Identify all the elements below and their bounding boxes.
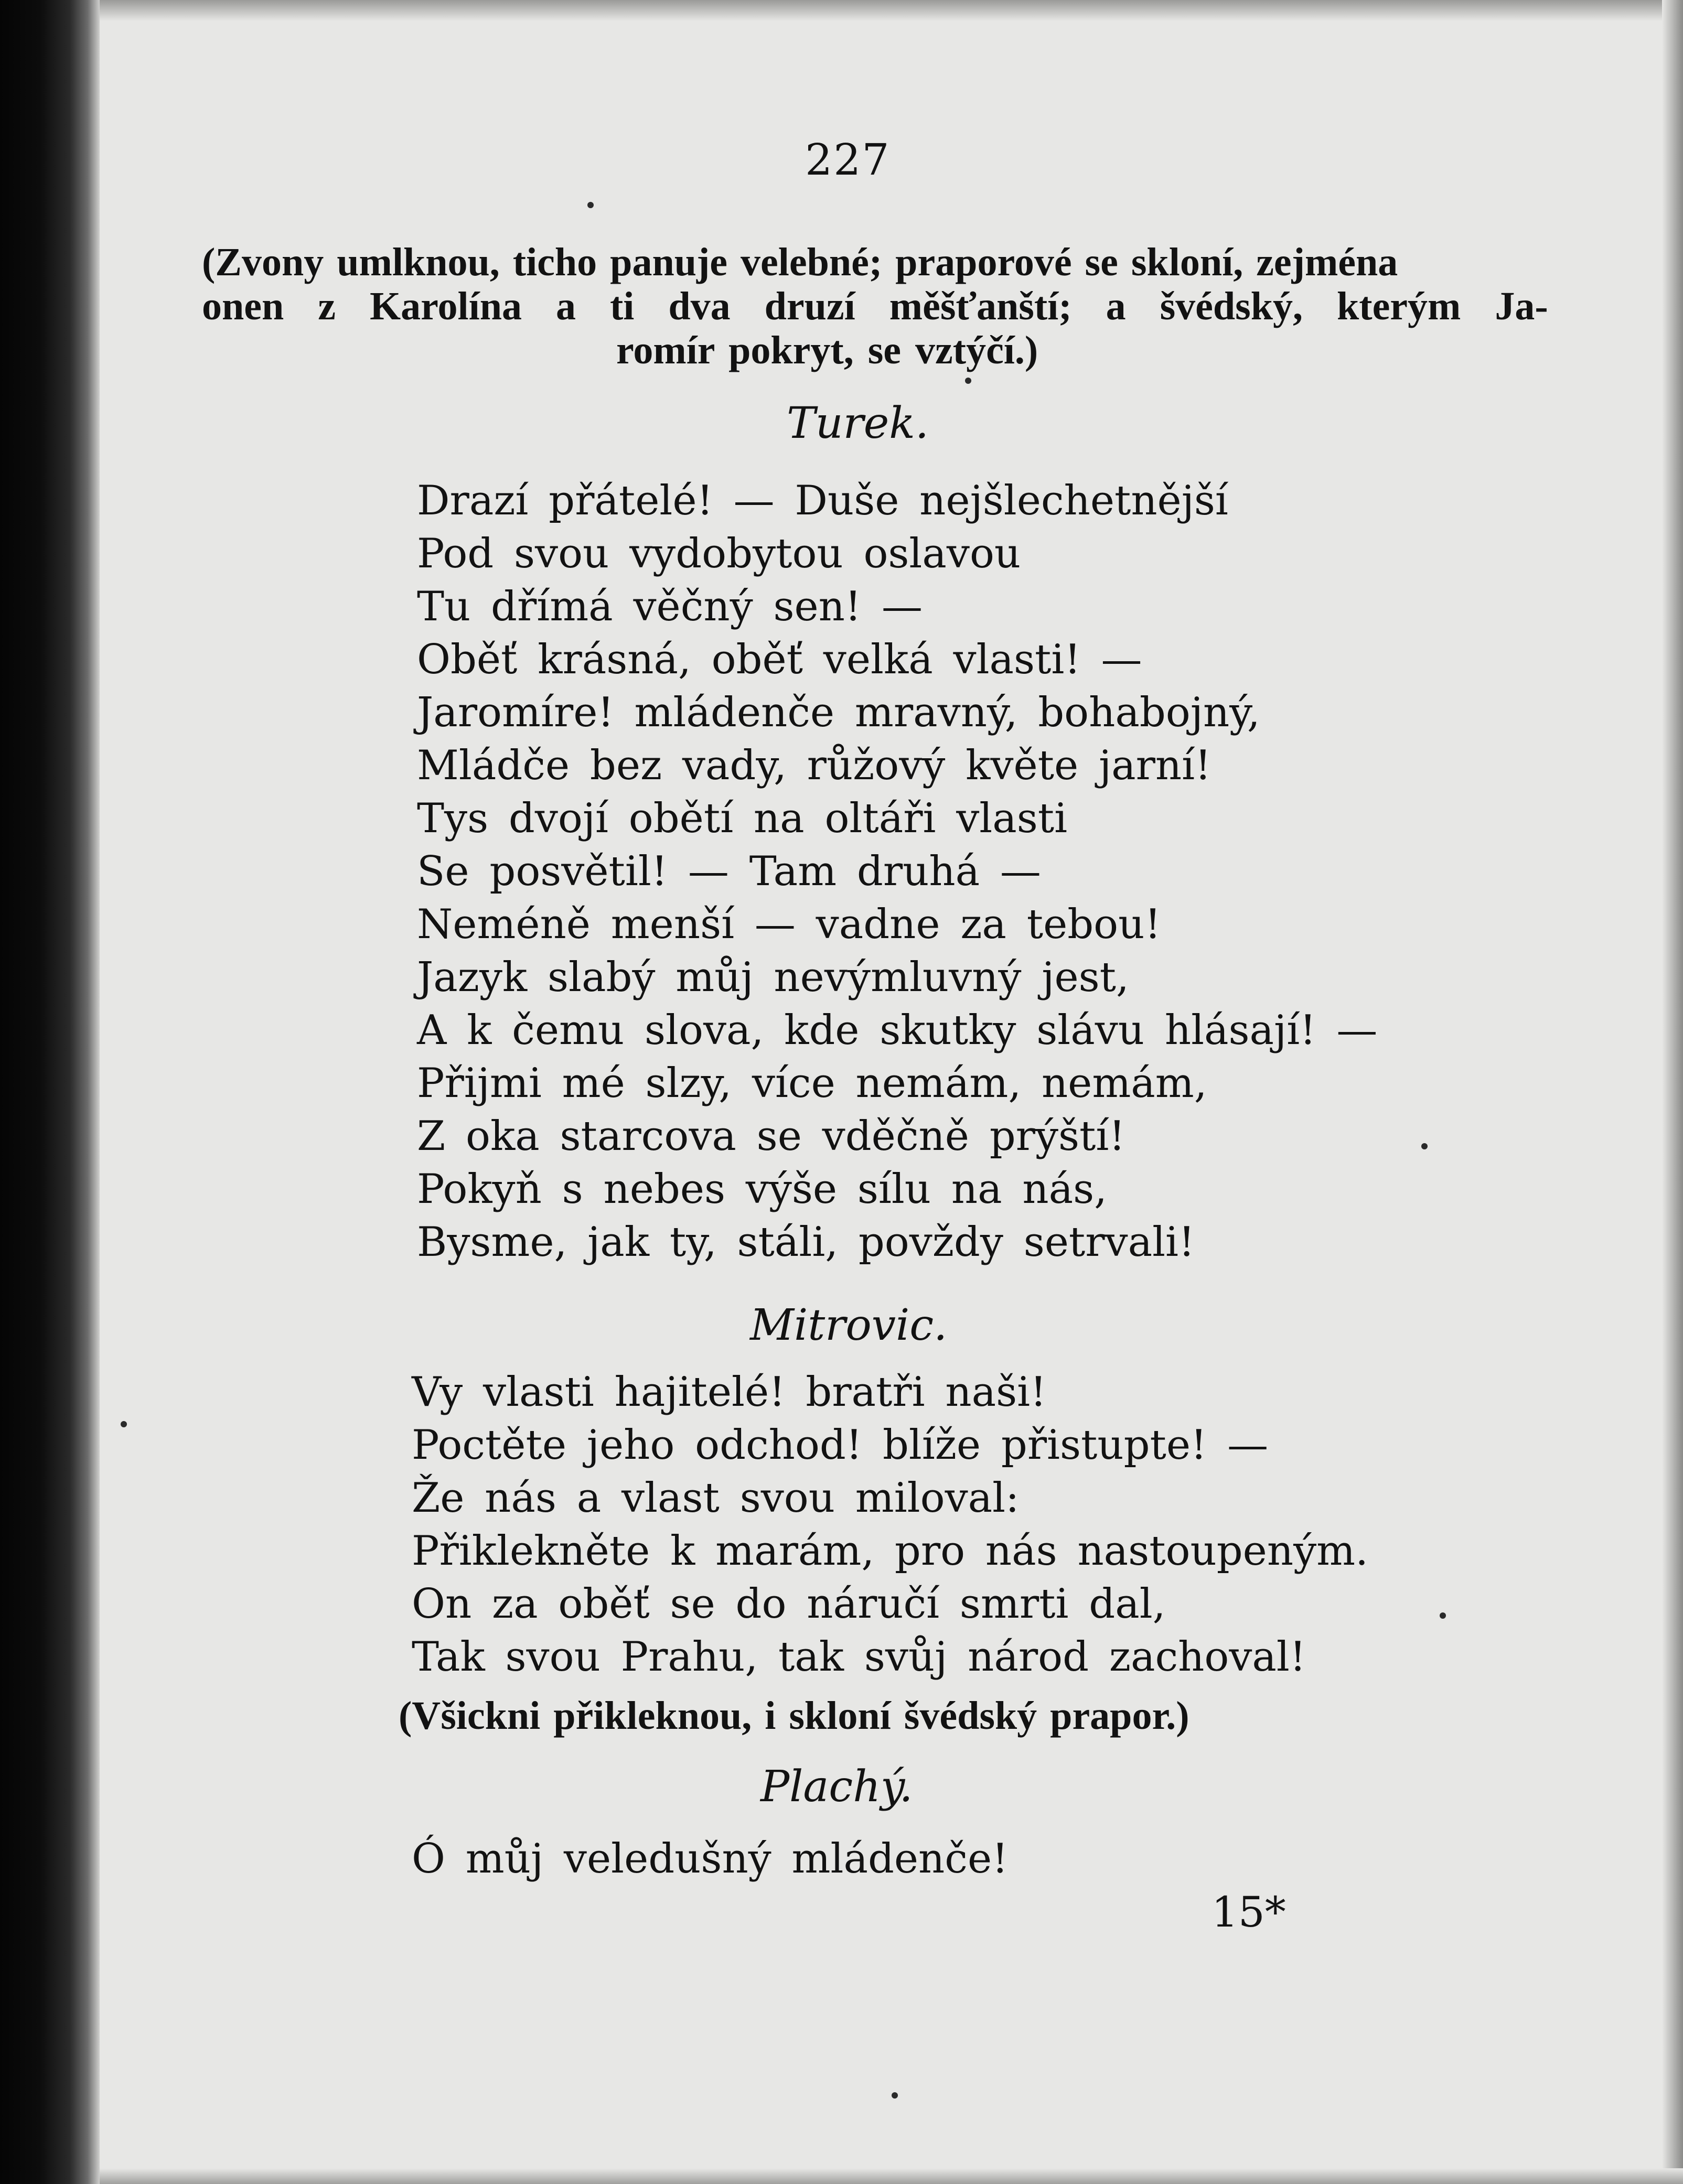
verse-line: Poctěte jeho odchod! blíže přistupte! — (412, 1422, 1269, 1469)
verse-block-turek (417, 475, 1377, 1269)
verse-line: Vy vlasti hajitelé! bratři naši! (412, 1369, 1047, 1416)
verse-line: Tys dvojí obětí na oltáři vlasti (417, 795, 1068, 842)
verse-line: Pod svou vydobytou oslavou (417, 530, 1021, 577)
scan-bottom-edge (100, 2168, 1683, 2184)
verse-line: Přiklekněte k marám, pro nás nastoupeným. (412, 1527, 1368, 1575)
speaker-mitrovic: Mitrovic. (750, 1300, 948, 1350)
verse-line: Oběť krásná, oběť velká vlasti! — (417, 636, 1142, 683)
verse-block-plachy (412, 1833, 1008, 1886)
verse-line: Tu dřímá věčný sen! — (417, 583, 923, 630)
verse-line: Bysme, jak ty, stáli, povždy setrvali! (417, 1219, 1195, 1266)
scan-speck (1440, 1612, 1446, 1619)
verse-block-mitrovic (412, 1366, 1368, 1684)
verse-line: Z oka starcova se vděčně prýští! (417, 1113, 1125, 1160)
verse-line: Neméně menší — vadne za tebou! (417, 901, 1161, 948)
stage-direction-line: onen z Karolína a ti dva druzí měšťanští; a švédský, kterým Ja- (202, 284, 1548, 328)
verse-line: Jazyk slabý můj nevýmluvný jest, (417, 954, 1129, 1001)
scan-speck (892, 2092, 898, 2099)
verse-line: Tak svou Prahu, tak svůj národ zachoval! (412, 1633, 1306, 1681)
page-number: 227 (805, 135, 891, 185)
scan-speck (121, 1421, 127, 1427)
scan-spine-shadow (0, 0, 100, 2184)
verse-line: Drazí přátelé! — Duše nejšlechetnější (417, 477, 1228, 524)
printer-signature-mark: 15* (1212, 1888, 1286, 1936)
stage-direction-line: (Všickni přikleknou, i skloní švédský prapor.) (399, 1694, 1189, 1738)
speaker-plachy: Plachý. (760, 1762, 913, 1812)
scan-speck (965, 378, 971, 384)
scan-right-edge (1662, 0, 1683, 2184)
verse-line: A k čemu slova, kde skutky slávu hlásají! — (417, 1007, 1378, 1054)
verse-line: Přijmi mé slzy, více nemám, nemám, (417, 1060, 1207, 1107)
verse-line: On za oběť se do náručí smrti dal, (412, 1580, 1166, 1628)
verse-line: Ó můj veledušný mládenče! (412, 1835, 1009, 1882)
scan-top-edge (100, 0, 1683, 21)
verse-line: Že nás a vlast svou miloval: (412, 1475, 1020, 1522)
verse-line: Pokyň s nebes výše sílu na nás, (417, 1166, 1107, 1213)
stage-direction-line: romír pokryt, se vztýčí.) (616, 328, 1038, 372)
verse-line: Jaromíre! mládenče mravný, bohabojný, (417, 689, 1260, 736)
scan-speck (1421, 1143, 1428, 1149)
scan-speck (587, 202, 594, 208)
stage-direction-line: (Zvony umlknou, ticho panuje velebné; praporové se skloní, zejména (202, 240, 1398, 284)
verse-line: Se posvětil! — Tam druhá — (417, 848, 1041, 895)
verse-line: Mládče bez vady, růžový květe jarní! (417, 742, 1212, 789)
speaker-turek: Turek. (787, 399, 929, 448)
